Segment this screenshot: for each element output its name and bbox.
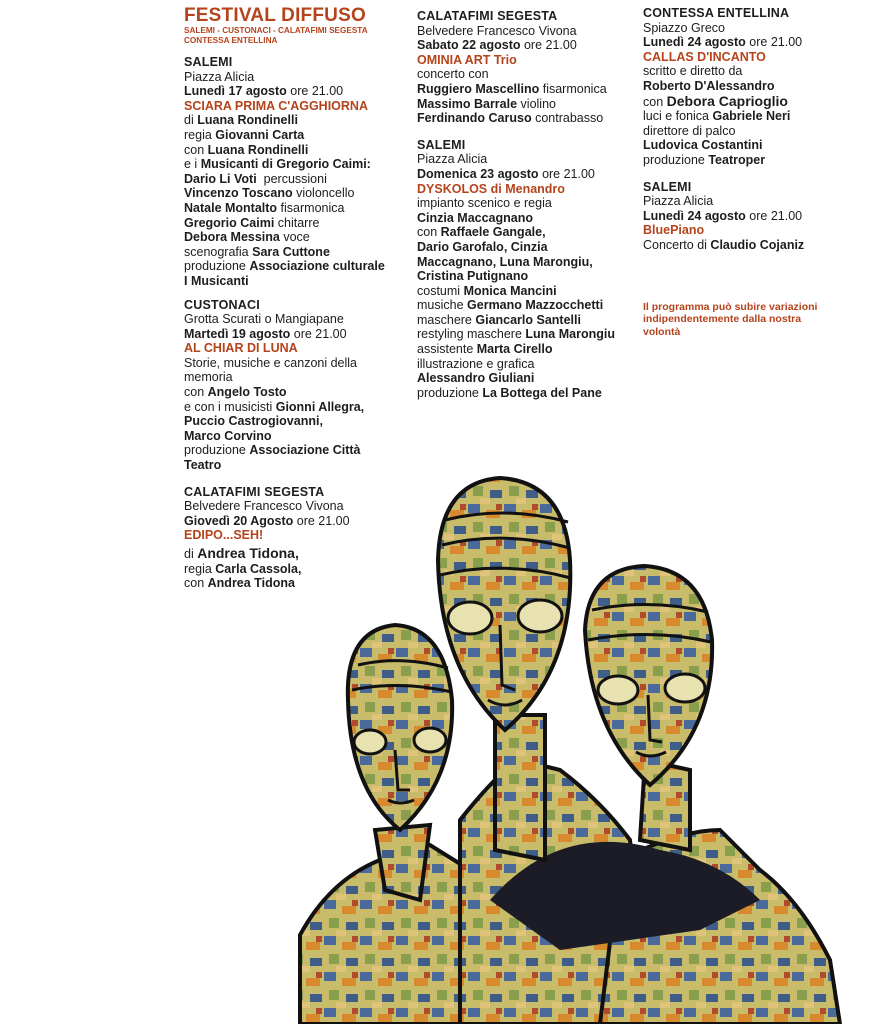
event-dyskolos xyxy=(417,138,642,401)
credit-name: Musicanti di Gregorio Caimi: xyxy=(200,157,371,172)
credit-name: Giancarlo Santelli xyxy=(475,312,581,327)
credit-label: con xyxy=(184,385,205,400)
credit-label: fisarmonica xyxy=(542,81,607,96)
credit-label: voce xyxy=(283,230,310,245)
event-bluepiano xyxy=(643,180,853,253)
credit-name: Alessandro Giuliani xyxy=(417,371,535,386)
credit-name: Debora Messina xyxy=(184,230,280,245)
credit-label: produzione xyxy=(417,385,479,400)
credit-label: assistente xyxy=(417,342,474,357)
credit-name: Luana Rondinelli xyxy=(207,142,309,157)
event-title: AL CHIAR DI LUNA xyxy=(184,341,298,356)
credit-label: costumi xyxy=(417,283,461,298)
event-title: OMINIA ART Trio xyxy=(417,52,517,67)
credit-name: Maccagnano, Luna Marongiu, xyxy=(417,254,593,269)
credit-label: regia xyxy=(184,561,212,576)
event-description: concerto con xyxy=(417,67,489,82)
event-city: CALATAFIMI SEGESTA xyxy=(417,9,558,23)
credit-name: I Musicanti xyxy=(184,273,249,288)
credit-label: contrabasso xyxy=(535,111,604,126)
event-city: CALATAFIMI SEGESTA xyxy=(184,484,325,499)
event-title: SCIARA PRIMA C'AGGHIORNA xyxy=(184,98,368,113)
event-date: Giovedì 20 Agosto xyxy=(184,513,294,528)
credit-label: illustrazione e grafica xyxy=(417,356,535,371)
event-description: memoria xyxy=(184,370,233,385)
credit-label: impianto scenico e regia xyxy=(417,196,552,211)
credit-label: musiche xyxy=(417,298,464,313)
credit-label: fisarmonica xyxy=(280,200,345,215)
credit-name: Andrea Tidona xyxy=(207,576,295,591)
credit-label: Concerto di xyxy=(643,237,707,252)
event-description: Storie, musiche e canzoni della xyxy=(184,355,358,370)
credit-name: Associazione culturale xyxy=(249,259,385,274)
credit-label: produzione xyxy=(184,443,246,458)
event-place: Piazza Alicia xyxy=(643,194,714,209)
credit-name: Natale Montalto xyxy=(184,200,278,215)
credit-label: maschere xyxy=(417,312,472,327)
credit-name: Cristina Putignano xyxy=(417,269,529,284)
program-column-1 xyxy=(184,0,399,600)
credit-name: Carla Cassola, xyxy=(215,561,302,576)
event-edipo-seh xyxy=(184,485,399,591)
event-date: Martedì 19 agosto xyxy=(184,326,291,341)
event-city: CONTESSA ENTELLINA xyxy=(643,6,790,20)
credit-label: scenografia xyxy=(184,244,249,259)
credit-label: produzione xyxy=(184,259,246,274)
credit-label: con xyxy=(184,576,205,591)
credit-label: con xyxy=(417,225,438,240)
event-title: EDIPO...SEH! xyxy=(184,528,264,543)
event-al-chiar-di-luna xyxy=(184,298,399,473)
event-date: Lunedì 17 agosto xyxy=(184,84,287,99)
credit-label: con xyxy=(643,94,664,109)
event-city: SALEMI xyxy=(643,179,692,194)
festival-subtitle-line2: CONTESSA ENTELLINA xyxy=(184,36,278,45)
credit-name: Germano Mazzocchetti xyxy=(467,298,604,313)
credit-name: Raffaele Gangale, xyxy=(440,225,546,240)
credit-label: regia xyxy=(184,127,212,142)
credit-name: Ferdinando Caruso xyxy=(417,111,532,126)
event-title: CALLAS D'INCANTO xyxy=(643,49,766,64)
credit-name: Teatro xyxy=(184,458,222,473)
event-time: ore 21.00 xyxy=(523,38,577,53)
event-city: CUSTONACI xyxy=(184,297,260,312)
event-time: ore 21.00 xyxy=(296,513,350,528)
program-column-3 xyxy=(643,6,853,338)
credit-label: produzione xyxy=(643,152,705,167)
credit-label: violino xyxy=(520,96,556,111)
event-place: Piazza Alicia xyxy=(184,69,255,84)
credit-label: percussioni xyxy=(263,171,327,186)
credit-name: Dario Garofalo, Cinzia xyxy=(417,239,548,254)
program-column-2 xyxy=(417,9,642,409)
event-city: SALEMI xyxy=(417,137,466,152)
credit-name: Dario Li Voti xyxy=(184,171,257,186)
credit-name: Puccio Castrogiovanni, xyxy=(184,414,323,429)
credit-label: con xyxy=(184,142,205,157)
credit-name: Andrea Tidona, xyxy=(197,545,299,561)
credit-name: Ruggiero Mascellino xyxy=(417,81,540,96)
event-time: ore 21.00 xyxy=(542,166,595,181)
event-callas-d-incanto xyxy=(643,6,853,168)
credit-name: Ludovica Costantini xyxy=(643,138,763,153)
credit-name: Roberto D'Alessandro xyxy=(643,78,775,93)
credit-name: Cinzia Maccagnano xyxy=(417,210,533,225)
event-title: BluePiano xyxy=(643,223,705,238)
credit-label: direttore di palco xyxy=(643,123,736,138)
event-time: ore 21.00 xyxy=(290,84,344,99)
notice-line: volontà xyxy=(643,325,681,338)
credit-name: Sara Cuttone xyxy=(252,244,330,259)
event-city: SALEMI xyxy=(184,55,233,69)
event-title: DYSKOLOS di Menandro xyxy=(417,181,565,196)
credit-name: Monica Mancini xyxy=(463,283,557,298)
event-time: ore 21.00 xyxy=(749,35,803,50)
event-date: Lunedì 24 agosto xyxy=(643,208,746,223)
event-time: ore 21.00 xyxy=(749,208,803,223)
program-change-notice xyxy=(643,301,853,339)
credit-name: Luna Marongiu xyxy=(525,327,615,342)
event-place: Belvedere Francesco Vivona xyxy=(184,499,344,514)
credit-label: di xyxy=(184,113,194,128)
event-place: Spiazzo Greco xyxy=(643,20,725,35)
credit-label: restyling maschere xyxy=(417,327,522,342)
credit-name: Giovanni Carta xyxy=(215,127,305,142)
credit-name: Marta Cirello xyxy=(476,342,553,357)
credit-label: luci e fonica xyxy=(643,109,710,124)
credit-name: Luana Rondinelli xyxy=(197,113,298,128)
notice-line: indipendentemente dalla nostra xyxy=(643,313,802,325)
credit-name: Gionni Allegra, xyxy=(275,399,365,414)
credit-name: Debora Caprioglio xyxy=(666,92,788,109)
credit-name: Gabriele Neri xyxy=(712,109,791,124)
event-date: Lunedì 24 agosto xyxy=(643,35,746,50)
credit-label: e con i musicisti xyxy=(184,399,273,414)
credit-label: di xyxy=(184,547,194,561)
credit-label: violoncello xyxy=(296,186,355,201)
credit-name: Marco Corvino xyxy=(184,428,272,443)
event-place: Belvedere Francesco Vivona xyxy=(417,23,577,38)
event-sciara xyxy=(184,55,399,289)
credit-label: scritto e diretto da xyxy=(643,64,743,79)
notice-line: Il programma può subire variazioni xyxy=(643,300,818,313)
event-ominia-art-trio xyxy=(417,9,642,126)
festival-subtitle-line1: SALEMI - CUSTONACI - CALATAFIMI SEGESTA xyxy=(184,26,368,35)
credit-name: Gregorio Caimi xyxy=(184,215,275,230)
event-date: Domenica 23 agosto xyxy=(417,166,539,181)
festival-title: FESTIVAL DIFFUSO xyxy=(184,5,366,26)
event-time: ore 21.00 xyxy=(293,326,347,341)
credit-name: Associazione Città xyxy=(249,443,361,458)
credit-label: e i xyxy=(184,157,198,172)
credit-name: Massimo Barrale xyxy=(417,96,518,111)
credit-name: Vincenzo Toscano xyxy=(184,186,293,201)
credit-label: chitarre xyxy=(277,215,320,230)
event-place: Grotta Scurati o Mangiapane xyxy=(184,312,344,327)
credit-name: Claudio Cojaniz xyxy=(710,237,805,252)
event-date: Sabato 22 agosto xyxy=(417,38,521,53)
credit-name: La Bottega del Pane xyxy=(482,385,602,400)
event-place: Piazza Alicia xyxy=(417,152,488,167)
credit-name: Teatroper xyxy=(708,152,766,167)
credit-name: Angelo Tosto xyxy=(207,385,287,400)
